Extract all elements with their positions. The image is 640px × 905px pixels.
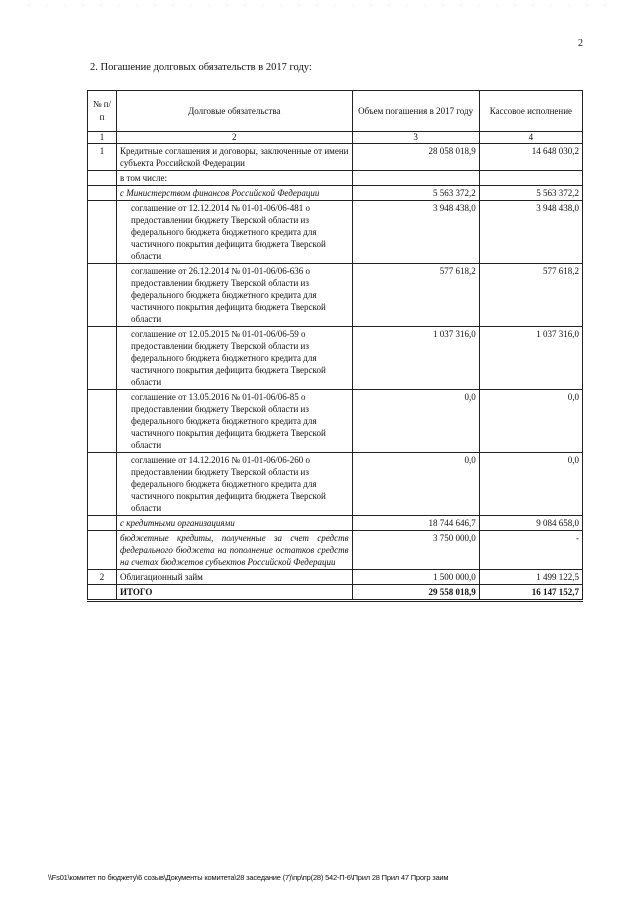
row-name: Облигационный займ: [117, 570, 352, 585]
row-name: с кредитными организациями: [117, 516, 352, 531]
row-volume: 5 563 372,2: [352, 186, 479, 201]
row-name: соглашение от 14.12.2016 № 01-01-06/06-260 о предоставлении бюджету Тверской области из федерального бюджета бюджетного кредита для частичного покрытия дефицита бюджета Тверской области: [117, 453, 352, 516]
row-volume: 28 058 018,9: [352, 144, 479, 171]
col-index: 2: [117, 132, 352, 144]
column-index-row: [88, 132, 583, 144]
row-volume: 0,0: [352, 390, 479, 453]
row-volume: 1 037 316,0: [352, 327, 479, 390]
row-num: [88, 171, 117, 186]
row-num: [88, 186, 117, 201]
row-volume: 577 618,2: [352, 264, 479, 327]
row-cash: 0,0: [479, 453, 582, 516]
row-num: [88, 390, 117, 453]
table-row: [88, 201, 583, 264]
row-volume: 0,0: [352, 453, 479, 516]
row-num: 2: [88, 570, 117, 585]
row-name: соглашение от 26.12.2014 № 01-01-06/06-636 о предоставлении бюджету Тверской области из федерального бюджета бюджетного кредита для частичного покрытия дефицита бюджета Тверской области: [117, 264, 352, 327]
table-row: [88, 186, 583, 201]
row-name: бюджетные кредиты, полученные за счет средств федерального бюджета на пополнение остатков средств на счетах бюджетов субъектов Российской Федерации: [117, 531, 352, 570]
table-row: [88, 327, 583, 390]
table-total-row: [88, 585, 583, 601]
row-cash: 1 037 316,0: [479, 327, 582, 390]
table-row: [88, 171, 583, 186]
row-cash: 0,0: [479, 390, 582, 453]
row-name: в том числе:: [117, 171, 352, 186]
row-num: [88, 585, 117, 601]
row-volume: 3 750 000,0: [352, 531, 479, 570]
col-index: 4: [479, 132, 582, 144]
row-name: Кредитные соглашения и договоры, заключенные от имени субъекта Российской Федерации: [117, 144, 352, 171]
row-num: [88, 327, 117, 390]
table-header-row: [88, 91, 583, 132]
row-volume: 1 500 000,0: [352, 570, 479, 585]
row-num: 1: [88, 144, 117, 171]
row-name: соглашение от 12.12.2014 № 01-01-06/06-481 о предоставлении бюджету Тверской области из федерального бюджета бюджетного кредита для частичного покрытия дефицита бюджета Тверской области: [117, 201, 352, 264]
total-label: ИТОГО: [117, 585, 352, 601]
table-row: [88, 570, 583, 585]
row-cash: 9 084 658,0: [479, 516, 582, 531]
row-volume: 18 744 646,7: [352, 516, 479, 531]
row-volume: [352, 171, 479, 186]
row-cash: 5 563 372,2: [479, 186, 582, 201]
col-index: 3: [352, 132, 479, 144]
row-num: [88, 516, 117, 531]
scan-artifact: [20, 4, 620, 6]
col-index: 1: [88, 132, 117, 144]
header-num: № п/п: [88, 91, 117, 132]
section-title: 2. Погашение долговых обязательств в 2017 году:: [90, 62, 312, 73]
total-cash: 16 147 152,7: [479, 585, 582, 601]
header-name: Долговые обязательства: [117, 91, 352, 132]
row-num: [88, 201, 117, 264]
row-num: [88, 453, 117, 516]
row-volume: 3 948 438,0: [352, 201, 479, 264]
row-num: [88, 264, 117, 327]
header-volume: Объем погашения в 2017 году: [352, 91, 479, 132]
row-name: соглашение от 12.05.2015 № 01-01-06/06-59 о предоставлении бюджету Тверской области из федерального бюджета бюджетного кредита для частичного покрытия дефицита бюджета Тверской области: [117, 327, 352, 390]
row-cash: -: [479, 531, 582, 570]
row-num: [88, 531, 117, 570]
row-name: соглашение от 13.05.2016 № 01-01-06/06-85 о предоставлении бюджету Тверской области из федерального бюджета бюджетного кредита для частичного покрытия дефицита бюджета Тверской области: [117, 390, 352, 453]
table-row: [88, 390, 583, 453]
row-cash: 577 618,2: [479, 264, 582, 327]
table-row: [88, 453, 583, 516]
row-cash: 3 948 438,0: [479, 201, 582, 264]
table-row: [88, 144, 583, 171]
debt-repayment-table: [87, 90, 583, 602]
page-number: 2: [578, 38, 583, 49]
table-row: [88, 264, 583, 327]
row-cash: [479, 171, 582, 186]
row-name: с Министерством финансов Российской Федерации: [117, 186, 352, 201]
table-row: [88, 516, 583, 531]
table-row: [88, 531, 583, 570]
header-cash: Кассовое исполнение: [479, 91, 582, 132]
footer-file-path: \\Fs01\комитет по бюджету\6 созыв\Документы комитета\28 заседание (7)\пр\пр(28) 542-П-6\Прил 28 Прил 47 Прогр заим: [48, 873, 449, 882]
row-cash: 1 499 122,5: [479, 570, 582, 585]
total-volume: 29 558 018,9: [352, 585, 479, 601]
row-cash: 14 648 030,2: [479, 144, 582, 171]
